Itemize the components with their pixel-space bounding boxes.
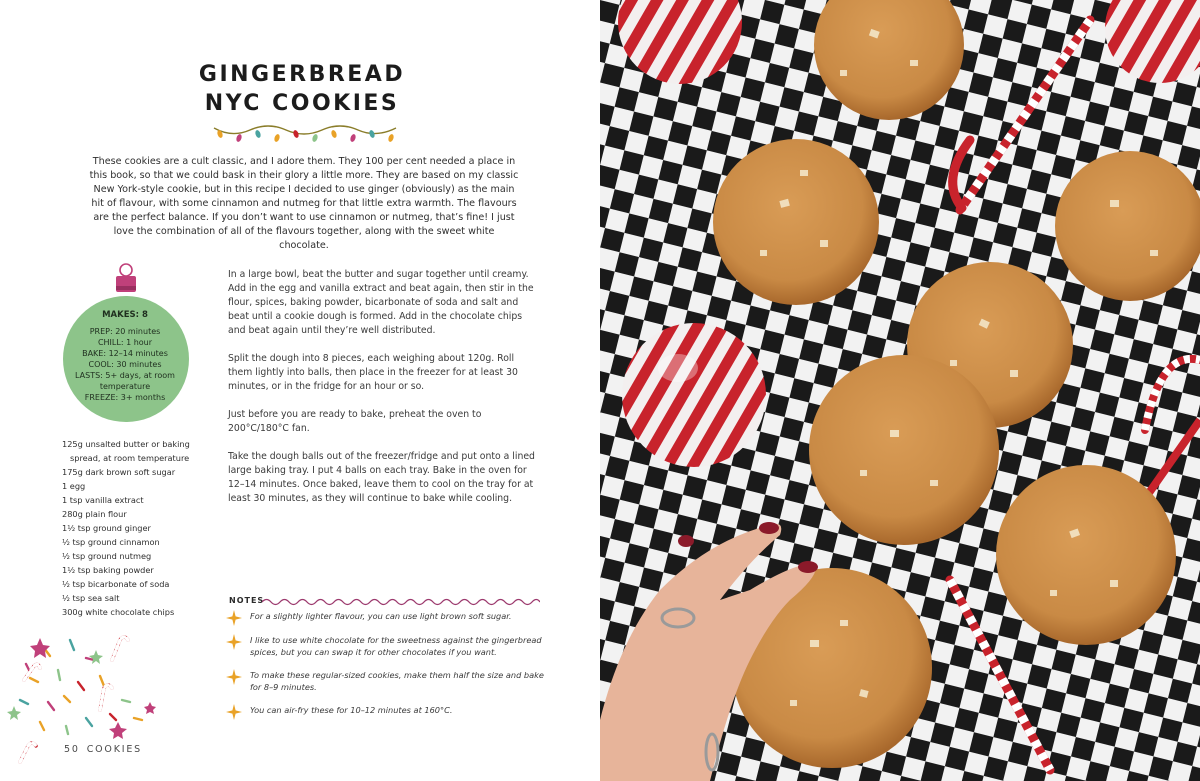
light-bulb-icon <box>254 129 261 138</box>
ingredient-item: ½ tsp ground cinnamon <box>62 537 160 547</box>
makes-label: MAKES: 8 <box>102 310 148 320</box>
fairy-lights-divider <box>212 120 398 146</box>
ingredient-item: 1½ tsp ground ginger <box>62 523 151 533</box>
bake-time: BAKE: 12–14 minutes <box>82 349 168 358</box>
light-bulb-icon <box>311 133 318 142</box>
method-step: Split the dough into 8 pieces, each weighing about 120g. Roll them lightly into balls, then place in the freezer for at least 30 minutes, or in the fridge for an hour or so. <box>228 353 518 392</box>
method-step: Take the dough balls out of the freezer/fridge and put onto a lined large baking tray. I put 4 balls on each tray. Bake in the oven for 12–14 minutes. Once baked, leave them to cool on the tray for at least 30 minutes, as they will continue to bake while cooling. <box>228 451 535 504</box>
ingredient-item: ½ tsp bicarbonate of soda <box>62 579 170 589</box>
ingredient-item: 1½ tsp baking powder <box>62 565 154 575</box>
star-icon <box>226 669 242 685</box>
note-text: You can air-fry these for 10–12 minutes at 160°C. <box>250 705 453 715</box>
ingredient-item: ½ tsp ground nutmeg <box>62 551 152 561</box>
star-icon <box>226 634 242 650</box>
ingredient-item: 125g unsalted butter or baking spread, at room temperature <box>62 439 190 463</box>
light-bulb-icon <box>330 129 337 138</box>
method-step: Just before you are ready to bake, preheat the oven to 200°C/180°C fan. <box>228 409 482 434</box>
title-line-1: GINGERBREAD <box>198 62 406 87</box>
notes-wavy-line <box>262 596 540 608</box>
star-icon <box>226 610 242 626</box>
prep-time: PREP: 20 minutes <box>89 327 161 336</box>
cool-time: COOL: 30 minutes <box>88 360 162 369</box>
light-bulb-icon <box>349 133 356 142</box>
freeze-info: FREEZE: 3+ months <box>84 393 166 402</box>
recipe-info <box>66 310 184 403</box>
recipe-intro: These cookies are a cult classic, and I adore them. They 100 per cent needed a place in this book, so that we could bask in their glory a little more. They are based on my classic New York-style cookie, but in this recipe I decided to use ginger (obviously) as the main hit of flavour, with some cinnamon and nutmeg for that little extra warmth. The flavours are the perfect balance. If you don’t want to use cinnamon or nutmeg, that’s fine! I just love the combination of all of the flavours together, along with the sweet white chocolate. <box>89 156 519 251</box>
notes-heading: NOTES <box>229 596 265 605</box>
light-bulb-icon <box>387 133 394 142</box>
light-bulb-icon <box>273 133 280 142</box>
note-text: I like to use white chocolate for the sweetness against the gingerbread spices, but you can swap it for other chocolates if you want. <box>250 635 542 657</box>
method-steps <box>228 268 536 520</box>
light-bulb-icon <box>216 129 223 138</box>
note-item <box>226 610 544 622</box>
ingredient-item: 175g dark brown soft sugar <box>62 467 176 477</box>
note-item <box>226 634 544 658</box>
cookies-photo <box>600 0 1200 781</box>
ingredient-item: ½ tsp sea salt <box>62 593 120 603</box>
note-item <box>226 704 544 716</box>
ingredient-item: 1 tsp vanilla extract <box>62 495 144 505</box>
ingredient-item: 1 egg <box>62 481 86 491</box>
method-step: In a large bowl, beat the butter and sugar together until creamy. Add in the egg and vanilla extract and beat again, then stir in the flour, spices, baking powder, bicarbonate of soda and salt and beat until a cookie dough is formed. Add in the chocolate chips and beat again until they’re well distributed. <box>228 269 534 336</box>
recipe-title <box>0 60 604 118</box>
lasts-info: LASTS: 5+ days, at room temperature <box>75 371 175 391</box>
ingredients-list <box>62 437 202 619</box>
ingredient-item: 300g white chocolate chips <box>62 607 175 617</box>
note-item <box>226 669 544 693</box>
chill-time: CHILL: 1 hour <box>97 338 153 347</box>
ingredient-item: 280g plain flour <box>62 509 127 519</box>
light-bulb-icon <box>235 133 242 142</box>
notes-list <box>226 610 544 716</box>
title-line-2: NYC COOKIES <box>204 91 400 116</box>
star-icon <box>226 704 242 720</box>
page-number: 50 <box>64 744 80 755</box>
cookie-photo-page <box>600 0 1200 781</box>
note-text: To make these regular-sized cookies, make them half the size and bake for 8–9 minutes. <box>250 670 544 692</box>
note-text: For a slightly lighter flavour, you can use light brown soft sugar. <box>250 611 512 621</box>
section-name: COOKIES <box>86 744 142 755</box>
page-footer <box>64 744 149 755</box>
